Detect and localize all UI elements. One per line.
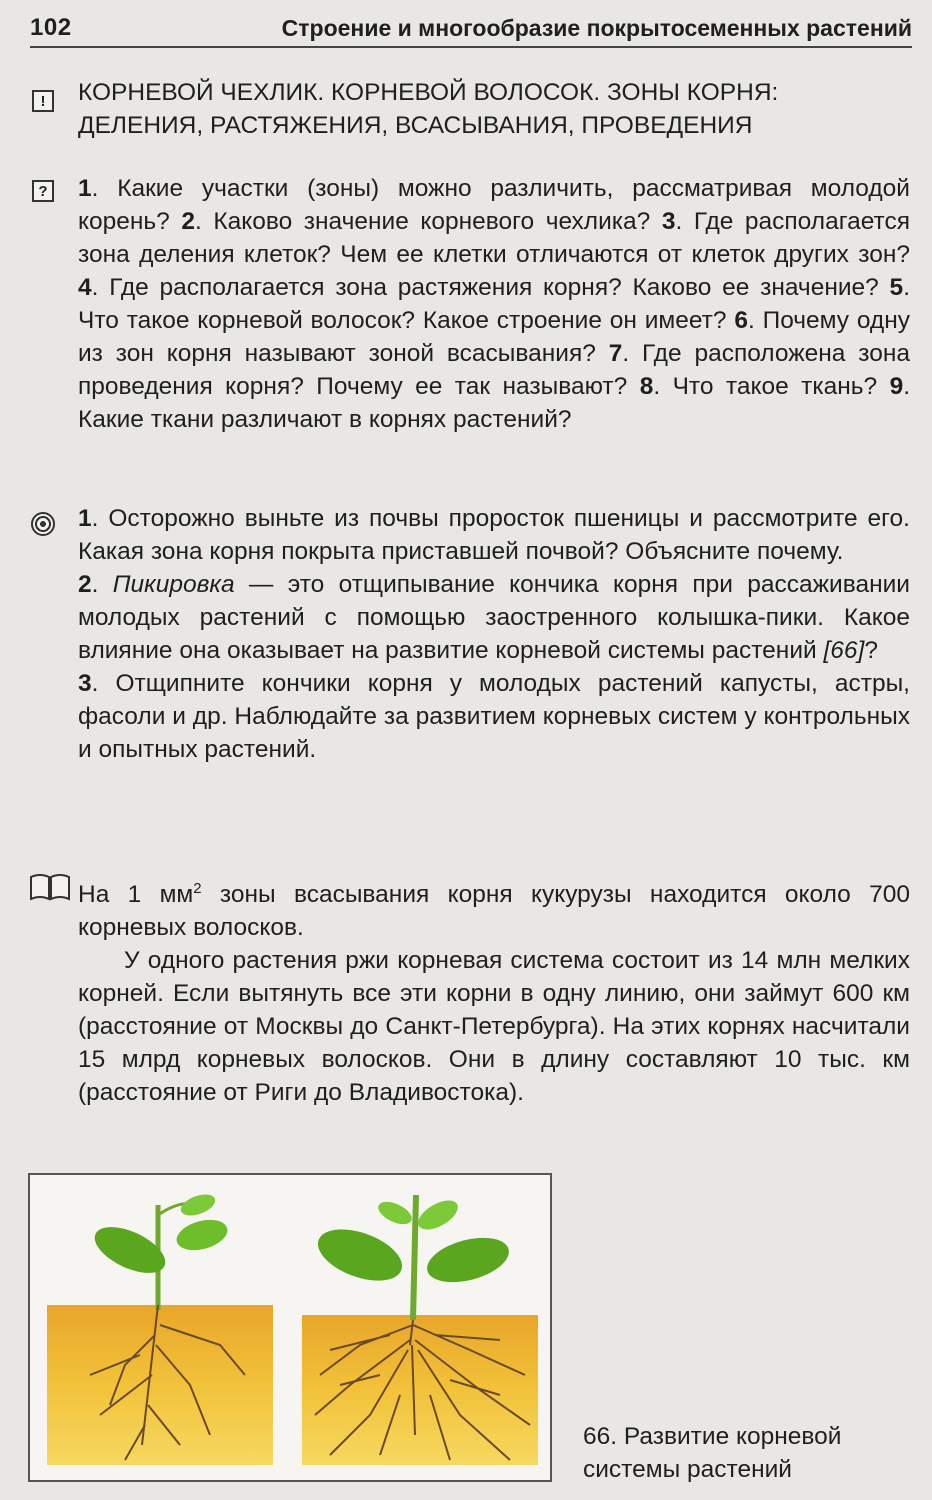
- book-icon: [28, 872, 72, 902]
- superscript: 2: [193, 880, 202, 897]
- task-number: 1: [78, 505, 92, 532]
- question-text: Что такое корневой волосок? Какое строение он имеет?: [78, 307, 727, 334]
- question-number: 7: [608, 340, 623, 367]
- question-text: Где расположена зона проведения корня? Почему ее так называют?: [78, 340, 910, 400]
- page-number: 102: [30, 14, 72, 41]
- task-1: 1. Осторожно выньте из почвы проросток пшеницы и рассмотрите его. Какая зона корня покрыта приставшей почвой? Объясните почему.: [78, 505, 910, 565]
- figure-caption: [583, 1420, 913, 1486]
- question-text: Какие ткани различают в корнях растений?: [78, 406, 572, 433]
- task-term: Пикировка: [112, 571, 235, 598]
- root-system-illustration: [30, 1175, 550, 1480]
- question-text: Где располагается зона деления клеток? Чем ее клетки отличаются от клеток других зон?: [78, 208, 910, 268]
- task-2: 2. Пикировка — это отщипывание кончика корня при рассаживании молодых растений с помощью заостренного колышка-пики. Какое влияние она оказывает на развитие корневой системы растений [66]?: [78, 571, 910, 664]
- task-text: Осторожно выньте из почвы проросток пшеницы и рассмотрите его. Какая зона корня покрыта приставшей почвой? Объясните почему.: [78, 505, 910, 565]
- task-text-end: ?: [864, 637, 879, 664]
- exclamation-icon: !: [32, 90, 54, 112]
- topic-line-2: ДЕЛЕНИЯ, РАСТЯЖЕНИЯ, ВСАСЫВАНИЯ, ПРОВЕДЕНИЯ: [78, 112, 753, 139]
- question-number: 5: [889, 274, 904, 301]
- fact-text: На 1 мм: [78, 881, 194, 909]
- question-number: 2: [181, 208, 195, 235]
- question-text: Какие участки (зоны) можно различить, рассматривая молодой корень?: [78, 175, 910, 235]
- fact-paragraph-1: [78, 872, 910, 944]
- task-number: 2: [78, 571, 92, 598]
- figure-reference: [66]: [823, 637, 865, 664]
- task-3: 3. Отщипните кончики корня у молодых растений капусты, астры, фасоли и др. Наблюдайте за развитием корневых систем у контрольных и опытных растений.: [78, 670, 910, 763]
- question-number: 3: [661, 208, 676, 235]
- question-number: 6: [734, 307, 748, 334]
- facts-block: [78, 872, 910, 1109]
- topic-line-1: КОРНЕВОЙ ЧЕХЛИК. КОРНЕВОЙ ВОЛОСОК. ЗОНЫ КОРНЯ:: [78, 79, 779, 106]
- running-title: Строение и многообразие покрытосеменных растений: [281, 14, 912, 41]
- question-text: Каково значение корневого чехлика?: [213, 208, 651, 235]
- question-number: 8: [639, 373, 654, 400]
- tasks-block: [78, 502, 910, 766]
- caption-line-2: системы растений: [583, 1456, 792, 1483]
- questions-block: [78, 172, 910, 436]
- target-icon: [31, 512, 55, 536]
- question-number: 4: [78, 274, 92, 301]
- fact-paragraph-2: У одного растения ржи корневая система состоит из 14 млн мелких корней. Если вытянуть все эти корни в одну линию, они займут 600 км (расстояние от Москвы до Санкт-Петербурга). На этих корнях насчитали 15 млрд корневых волосков. Они в длину составляют 10 тыс. км (расстояние от Риги до Владивостока).: [78, 947, 910, 1107]
- question-text: Где располагается зона растяжения корня? Каково ее значение?: [109, 274, 879, 301]
- question-text: Почему одну из зон корня называют зоной всасывания?: [78, 307, 910, 367]
- questions-paragraph: 1. Какие участки (зоны) можно различить, рассматривая молодой корень? 2. Каково значение корневого чехлика? 3. Где располагается зона деления клеток? Чем ее клетки отличаются от клеток других зон? 4. Где располагается зона растяжения корня? Каково ее значение? 5. Что такое корневой волосок? Какое строение он имеет? 6. Почему одну из зон корня называют зоной всасывания? 7. Где расположена зона проведения корня? Почему ее так называют? 8. Что такое ткань? 9. Какие ткани различают в корнях растений?: [78, 175, 911, 433]
- question-number: 9: [889, 373, 904, 400]
- task-number: 3: [78, 670, 92, 697]
- task-text: Отщипните кончики корня у молодых растений капусты, астры, фасоли и др. Наблюдайте за развитием корневых систем у контрольных и опытных растений.: [78, 670, 910, 763]
- caption-line-1: 66. Развитие корневой: [583, 1423, 842, 1450]
- soil-left: [47, 1305, 273, 1465]
- topic-block: [78, 76, 910, 142]
- figure-66: [28, 1173, 552, 1482]
- soil-right: [302, 1315, 538, 1465]
- question-icon: ?: [32, 180, 54, 202]
- question-text: Что такое ткань?: [672, 373, 878, 400]
- page-header: [30, 10, 912, 48]
- task-text: — это отщипывание кончика корня при рассаживании молодых растений с помощью заостренного колышка-пики. Какое влияние она оказывает на развитие корневой системы растений: [78, 571, 910, 664]
- fact-text: зоны всасывания корня кукурузы находится около 700 корневых волосков.: [78, 881, 910, 942]
- question-number: 1: [78, 175, 92, 202]
